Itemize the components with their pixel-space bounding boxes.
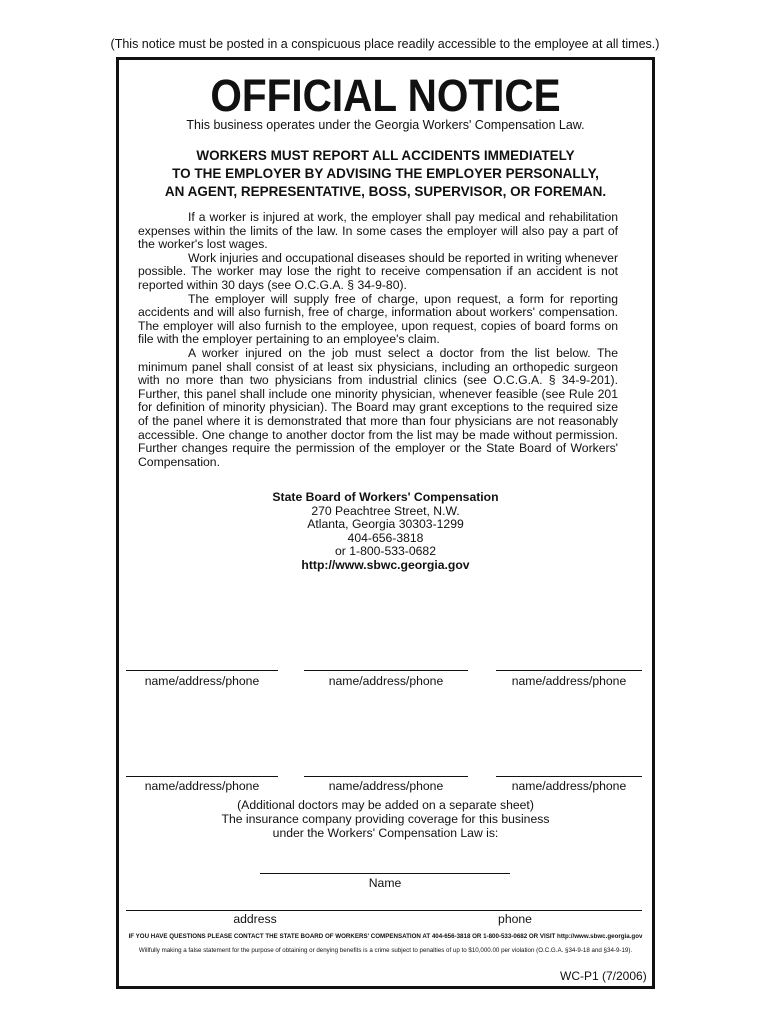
doctor-line[interactable] (304, 776, 468, 777)
notice-title: OFFICIAL NOTICE (210, 70, 561, 121)
board-street: 270 Peachtree Street, N.W. (311, 503, 460, 518)
paragraph: If a worker is injured at work, the employer shall pay medical and rehabilitation expenses within the limits of the law. In some cases the employer will also pay a part of the worker's lost wages. (138, 210, 618, 252)
doctor-label: name/address/phone (144, 779, 260, 793)
report-line: WORKERS MUST REPORT ALL ACCIDENTS IMMEDIATELY (196, 148, 575, 163)
additional-doctors-note: (Additional doctors may be added on a separate sheet) (237, 798, 534, 812)
contact-footer: IF YOU HAVE QUESTIONS PLEASE CONTACT THE STATE BOARD OF WORKERS' COMPENSATION AT 404-656-3818 OR 1-800-533-0682 OR VISIT http://www.sbwc.georgia.gov (128, 933, 643, 940)
insurer-phone-label: phone (498, 912, 532, 926)
doctor-line[interactable] (304, 670, 468, 671)
board-url: http://www.sbwc.georgia.gov (301, 557, 470, 572)
doctor-label: name/address/phone (511, 779, 627, 793)
report-line: AN AGENT, REPRESENTATIVE, BOSS, SUPERVISOR, OR FOREMAN. (164, 184, 607, 199)
doctor-line[interactable] (496, 670, 642, 671)
posting-instruction: (This notice must be posted in a conspicuous place readily accessible to the employee at all times.) (110, 37, 660, 51)
paragraph: The employer will supply free of charge, upon request, a form for reporting accidents and will also furnish, free of charge, information about workers' compensation. The employer will also furnish to the employee, upon request, copies of board forms on file with the employer pertaining to an employee's claim. (138, 291, 618, 347)
doctor-label: name/address/phone (328, 779, 444, 793)
penalty-footer: Willfully making a false statement for the purpose of obtaining or denying benefits is a crime subject to penalties of up to $10,000.00 per violation (O.C.G.A. §34-9-18 and §34-9-19). (138, 947, 633, 954)
board-name: State Board of Workers' Compensation (272, 490, 499, 504)
board-city: Atlanta, Georgia 30303-1299 (307, 517, 464, 532)
board-phone: 404-656-3818 (347, 530, 424, 545)
board-tollfree: or 1-800-533-0682 (335, 544, 436, 559)
insurer-address-line[interactable] (126, 910, 642, 911)
insurer-instructions (116, 798, 655, 840)
board-address (116, 491, 655, 573)
paragraph: Work injuries and occupational diseases should be reported in writing whenever possible. The worker may lose the right to receive compensation if an accident is not reported within 30 days (see O.C.G.A. § 34-9-80). (138, 250, 618, 292)
insurer-name-line[interactable] (260, 873, 510, 874)
doctor-line[interactable] (126, 670, 278, 671)
insurer-address-label: address (233, 912, 277, 926)
doctor-line[interactable] (496, 776, 642, 777)
doctor-label: name/address/phone (328, 674, 444, 688)
notice-subtitle: This business operates under the Georgia Workers' Compensation Law. (186, 118, 585, 132)
report-line: TO THE EMPLOYER BY ADVISING THE EMPLOYER PERSONALLY, (172, 166, 599, 181)
insurer-name-label: Name (368, 876, 402, 890)
doctor-label: name/address/phone (511, 674, 627, 688)
report-instruction (116, 147, 655, 201)
notice-body (138, 211, 618, 469)
insurer-line: under the Workers' Compensation Law is: (272, 826, 499, 840)
insurer-line: The insurance company providing coverage for this business (221, 812, 550, 826)
doctor-label: name/address/phone (144, 674, 260, 688)
form-number: WC-P1 (7/2006) (560, 969, 647, 983)
doctor-line[interactable] (126, 776, 278, 777)
paragraph: A worker injured on the job must select a doctor from the list below. The minimum panel shall consist of at least six physicians, including an orthopedic surgeon with no more than two physicians from industrial clinics (see O.C.G.A. § 34-9-201). Further, this panel shall include one minority physician, whenever feasible (see Rule 201 for definition of minority physician). The Board may grant exceptions to the required size of the panel where it is demonstrated that more than four physicians are not reasonably accessible. One change to another doctor from the list may be made without permission. Further changes require the permission of the employer or the State Board of Workers' Compensation. (138, 345, 618, 469)
